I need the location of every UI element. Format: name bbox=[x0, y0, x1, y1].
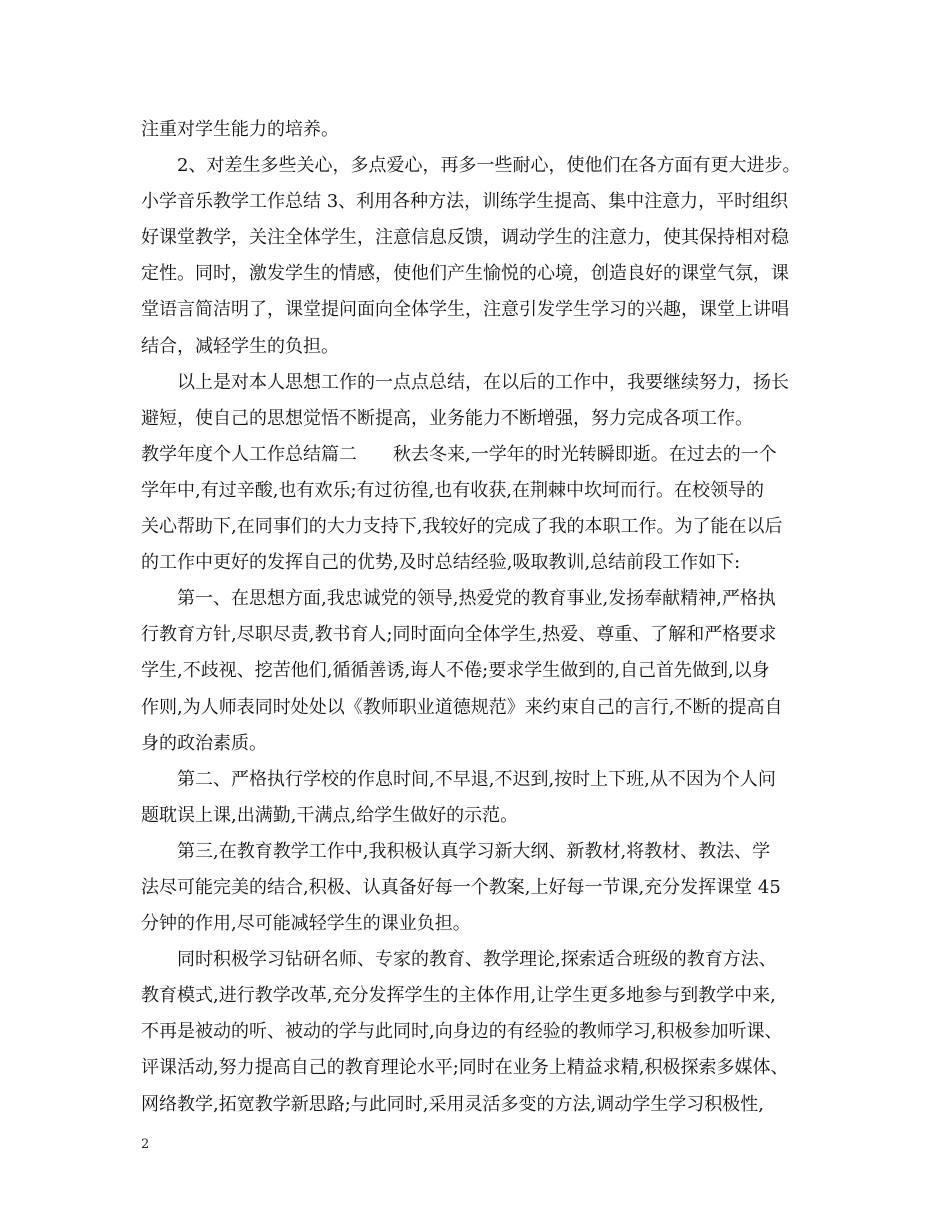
text-line: 定性。同时，激发学生的情感，使他们产生愉悦的心境，创造良好的课堂气氛，课 bbox=[141, 263, 789, 285]
text-line: 题耽误上课,出满勤,干满点,给学生做好的示范。 bbox=[141, 804, 519, 826]
text-line: 分钟的作用,尽可能减轻学生的课业负担。 bbox=[141, 913, 471, 935]
text-line: 法尽可能完美的结合,积极、认真备好每一个教案,上好每一节课,充分发挥课堂 45 bbox=[141, 876, 781, 898]
text-line: 注重对学生能力的培养。 bbox=[141, 119, 339, 140]
text-line: 的工作中更好的发挥自己的优势,及时总结经验,吸取教训,总结前段工作如下: bbox=[141, 552, 741, 574]
text-line: 好课堂教学，关注全体学生，注意信息反馈，调动学生的注意力，使其保持相对稳 bbox=[141, 227, 789, 249]
text-line: 行教育方针,尽职尽责,教书育人;同时面向全体学生,热爱、尊重、了解和严格要求 bbox=[141, 624, 777, 646]
text-line: 教育模式,进行教学改革,充分发挥学生的主体作用,让学生更多地参与到教学中来, bbox=[141, 985, 776, 1007]
text-line: 结合，减轻学生的负担。 bbox=[141, 335, 339, 357]
text-line: 学生,不歧视、挖苦他们,循循善诱,诲人不倦;要求学生做到的,自己首先做到,以身 bbox=[141, 660, 770, 682]
text-line: 同时积极学习钻研名师、专家的教育、教学理论,探索适合班级的教育方法、 bbox=[177, 949, 777, 971]
text-line: 避短，使自己的思想觉悟不断提高，业务能力不断增强，努力完成各项工作。 bbox=[141, 407, 753, 429]
text-line: 教学年度个人工作总结篇二 秋去冬来,一学年的时光转瞬即逝。在过去的一个 bbox=[141, 443, 777, 465]
text-line: 评课活动,努力提高自己的教育理论水平;同时在业务上精益求精,积极探索多媒体、 bbox=[141, 1057, 789, 1079]
text-line: 以上是对本人思想工作的一点点总结，在以后的工作中，我要继续努力，扬长 bbox=[177, 371, 789, 393]
text-line: 不再是被动的听、被动的学与此同时,向身边的有经验的教师学习,积极参加听课、 bbox=[141, 1021, 783, 1043]
text-line: 身的政治素质。 bbox=[141, 732, 267, 754]
text-line: 第三,在教育教学工作中,我积极认真学习新大纲、新教材,将教材、教法、学 bbox=[177, 840, 771, 862]
text-line: 小学音乐教学工作总结 3、利用各种方法，训练学生提高、集中注意力，平时组织 bbox=[141, 191, 789, 213]
text-line: 第二、严格执行学校的作息时间,不早退,不迟到,按时上下班,从不因为个人问 bbox=[177, 768, 776, 790]
body-text bbox=[141, 112, 821, 1123]
page-number: 2 bbox=[141, 1137, 150, 1152]
text-line: 堂语言简洁明了，课堂提问面向全体学生，注意引发学生学习的兴趣，课堂上讲唱 bbox=[141, 299, 789, 321]
text-line: 第一、在思想方面,我忠诚党的领导,热爱党的教育事业,发扬奉献精神,严格执 bbox=[177, 588, 776, 610]
text-line: 关心帮助下,在同事们的大力支持下,我较好的完成了我的本职工作。为了能在以后 bbox=[141, 516, 783, 538]
text-line: 网络教学,拓宽教学新思路;与此同时,采用灵活多变的方法,调动学生学习积极性, bbox=[141, 1093, 764, 1115]
text-line: 作则,为人师表同时处处以《教师职业道德规范》来约束自己的言行,不断的提高自 bbox=[141, 696, 783, 718]
text-line: 学年中,有过辛酸,也有欢乐;有过彷徨,也有收获,在荆棘中坎坷而行。在校领导的 bbox=[141, 479, 764, 501]
text-line: 2、对差生多些关心，多点爱心，再多一些耐心，使他们在各方面有更大进步。 bbox=[177, 155, 801, 177]
